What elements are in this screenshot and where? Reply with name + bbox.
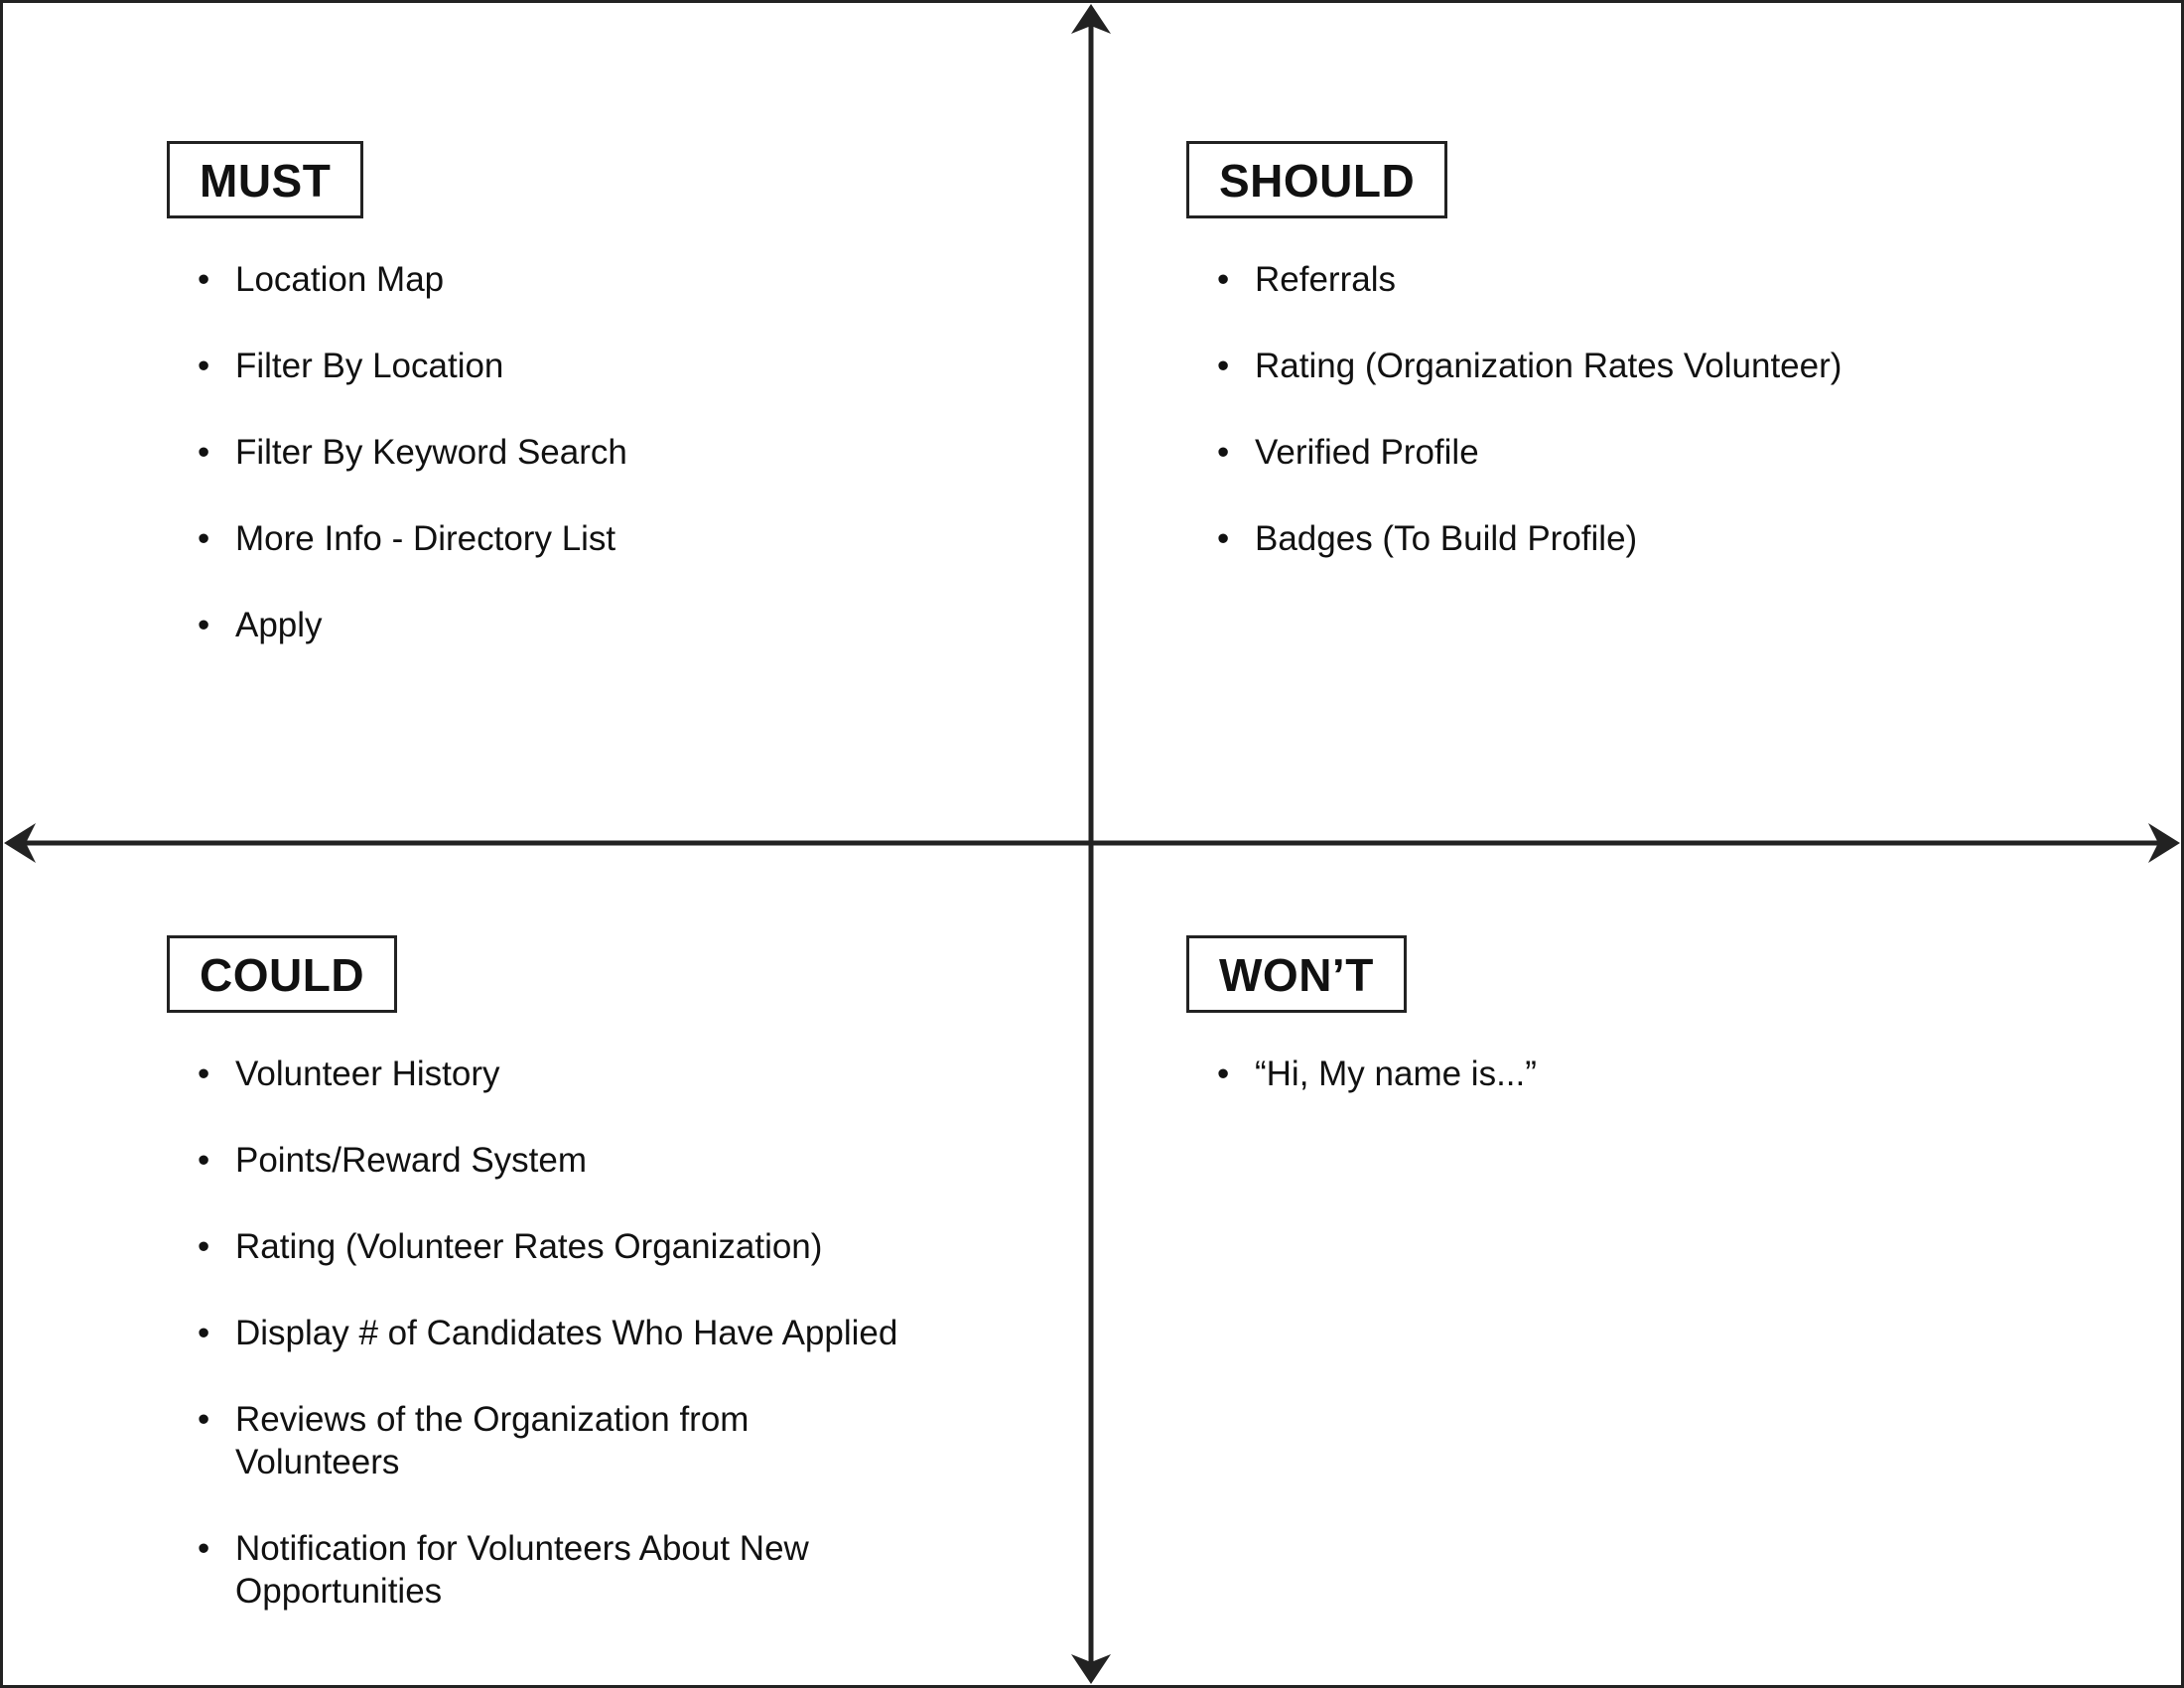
- list-item-label: More Info - Directory List: [235, 519, 616, 558]
- should-list: [1186, 258, 2100, 560]
- list-item: [167, 345, 1040, 387]
- list-item: [1186, 1053, 2100, 1095]
- list-item: [1186, 258, 2100, 301]
- bullet-icon: •: [1217, 519, 1230, 558]
- list-item-label: Location Map: [235, 260, 445, 299]
- list-item: [167, 1225, 1040, 1268]
- quadrant-title-could: COULD: [167, 935, 397, 1013]
- list-item-label: Filter By Location: [235, 347, 504, 385]
- list-item: [167, 1398, 1040, 1483]
- quadrant-should: [1186, 141, 2100, 604]
- bullet-icon: •: [198, 347, 210, 385]
- list-item: [167, 1527, 1040, 1613]
- list-item: [167, 604, 1040, 646]
- quadrant-must: [167, 141, 1040, 690]
- list-item: [167, 258, 1040, 301]
- wont-list: [1186, 1053, 2100, 1095]
- quadrant-title-wont: WON’T: [1186, 935, 1407, 1013]
- bullet-icon: •: [198, 433, 210, 472]
- quadrant-title-must: MUST: [167, 141, 363, 218]
- list-item-label: Notification for Volunteers About New Opportunities: [235, 1529, 809, 1611]
- list-item: [1186, 345, 2100, 387]
- bullet-icon: •: [198, 1227, 210, 1266]
- quadrant-title-should: SHOULD: [1186, 141, 1447, 218]
- bullet-icon: •: [198, 519, 210, 558]
- list-item-label: Filter By Keyword Search: [235, 433, 627, 472]
- list-item: [167, 1139, 1040, 1182]
- list-item-label: Referrals: [1255, 260, 1396, 299]
- bullet-icon: •: [198, 606, 210, 644]
- list-item-label: Volunteer History: [235, 1055, 500, 1093]
- list-item: [167, 1312, 1040, 1354]
- bullet-icon: •: [1217, 260, 1230, 299]
- list-item-label: “Hi, My name is...”: [1255, 1055, 1537, 1093]
- list-item-label: Verified Profile: [1255, 433, 1479, 472]
- must-list: [167, 258, 1040, 646]
- could-list: [167, 1053, 1040, 1613]
- list-item-label: Rating (Volunteer Rates Organization): [235, 1227, 823, 1266]
- bullet-icon: •: [1217, 433, 1230, 472]
- bullet-icon: •: [1217, 347, 1230, 385]
- bullet-icon: •: [198, 1314, 210, 1352]
- list-item: [1186, 517, 2100, 560]
- bullet-icon: •: [198, 1055, 210, 1093]
- bullet-icon: •: [198, 1529, 210, 1568]
- bullet-icon: •: [1217, 1055, 1230, 1093]
- quadrant-wont: [1186, 935, 2100, 1139]
- bullet-icon: •: [198, 1141, 210, 1180]
- list-item: [167, 431, 1040, 474]
- list-item: [1186, 431, 2100, 474]
- list-item: [167, 1053, 1040, 1095]
- quadrant-could: [167, 935, 1040, 1656]
- list-item-label: Points/Reward System: [235, 1141, 588, 1180]
- list-item-label: Display # of Candidates Who Have Applied: [235, 1314, 898, 1352]
- list-item-label: Apply: [235, 606, 323, 644]
- list-item-label: Reviews of the Organization from Volunteers: [235, 1400, 750, 1481]
- list-item: [167, 517, 1040, 560]
- bullet-icon: •: [198, 260, 210, 299]
- list-item-label: Rating (Organization Rates Volunteer): [1255, 347, 1843, 385]
- list-item-label: Badges (To Build Profile): [1255, 519, 1638, 558]
- bullet-icon: •: [198, 1400, 210, 1439]
